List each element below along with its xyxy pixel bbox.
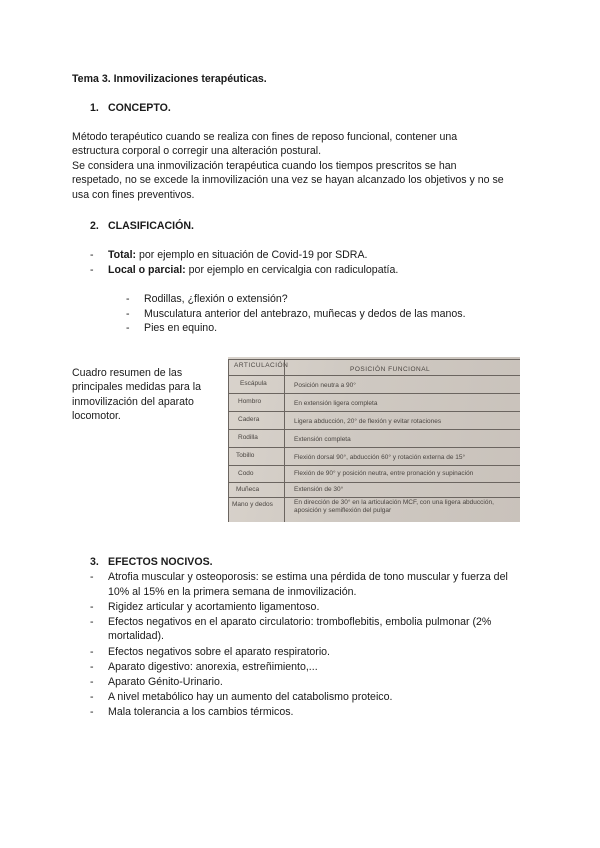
bullet-dash-icon: - [90,646,94,658]
list-item: 10% al 15% en la primera semana de inmovilización. [108,586,357,598]
list-item: Efectos negativos sobre el aparato respiratorio. [108,646,331,658]
bullet-dash-icon: - [126,308,130,320]
section3-heading: EFECTOS NOCIVOS. [108,556,213,568]
figure-caption: principales medidas para la [72,381,201,393]
table-cell-joint: Tobillo [236,452,255,459]
bullet-dash-icon: - [90,691,94,703]
table-cell-joint: Hombro [238,398,262,405]
section1-line: estructura corporal o corregir una alteración postural. [72,145,322,157]
list-item: Local o parcial: por ejemplo en cervicalgia con radiculopatía. [108,264,399,276]
table-cell-joint: Cadera [238,416,260,423]
list-item: Pies en equino. [144,322,218,334]
section1-heading: CONCEPTO. [108,102,171,114]
page-title: Tema 3. Inmovilizaciones terapéuticas. [72,73,267,85]
section1-line: respetado, no se excede la inmovilización una vez se hayan alcanzado los objetivos y no se [72,174,504,186]
table-cell-position: En dirección de 30° en la articulación MCF, con una ligera abducción, aposición y semiflexión del pulgar [294,499,494,514]
table-cell-position: Extensión completa [294,436,351,443]
table-header-position: POSICIÓN FUNCIONAL [350,366,431,373]
bullet-dash-icon: - [90,616,94,628]
table-cell-position: Ligera abducción, 20° de flexión y evitar rotaciones [294,418,442,425]
bullet-dash-icon: - [90,601,94,613]
bullet-dash-icon: - [90,264,94,276]
figure-caption: Cuadro resumen de las [72,367,183,379]
bullet-dash-icon: - [90,706,94,718]
list-item: Musculatura anterior del antebrazo, muñecas y dedos de las manos. [144,308,466,320]
figure-caption: locomotor. [72,410,121,422]
list-item: Efectos negativos en el aparato circulatorio: tromboflebitis, embolia pulmonar (2% [108,616,492,628]
list-item: Rigidez articular y acortamiento ligamentoso. [108,601,320,613]
table-cell-position: Flexión dorsal 90°, abducción 60° y rotación externa de 15° [294,454,466,461]
table-header-joint: ARTICULACIÓN [234,362,289,369]
bullet-dash-icon: - [90,249,94,261]
section1-line: Método terapéutico cuando se realiza con fines de reposo funcional, contener una [72,131,458,143]
table-cell-joint: Muñeca [236,486,260,493]
bullet-dash-icon: - [126,322,130,334]
figure-caption: inmovilización del aparato [72,396,194,408]
list-item: Atrofia muscular y osteoporosis: se estima una pérdida de tono muscular y fuerza del [108,571,508,583]
section1-number: 1. [90,102,99,114]
table-cell-joint: Escápula [240,380,267,387]
list-item: Rodillas, ¿flexión o extensión? [144,293,288,305]
table-cell-joint: Mano y dedos [232,501,273,508]
table-photo [228,357,520,522]
section1-line: Se considera una inmovilización terapéutica cuando los tiempos prescritos se han [72,160,457,172]
bullet-dash-icon: - [90,661,94,673]
section2-heading: CLASIFICACIÓN. [108,220,194,232]
section1-line: usa con fines preventivos. [72,189,195,201]
table-cell-position: Extensión de 30° [294,486,344,493]
bullet-dash-icon: - [90,571,94,583]
table-cell-position: Flexión de 90° y posición neutra, entre pronación y supinación [294,470,474,477]
list-item: mortalidad). [108,630,164,642]
table-cell-joint: Rodilla [238,434,258,441]
table-cell-position: En extensión ligera completa [294,400,378,407]
list-item: Total: por ejemplo en situación de Covid-19 por SDRA. [108,249,368,261]
list-item: A nivel metabólico hay un aumento del catabolismo proteico. [108,691,393,703]
table-cell-joint: Codo [238,470,254,477]
section3-number: 3. [90,556,99,568]
bullet-dash-icon: - [126,293,130,305]
section2-number: 2. [90,220,99,232]
list-item: Aparato digestivo: anorexia, estreñimiento,... [108,661,318,673]
list-item: Mala tolerancia a los cambios térmicos. [108,706,294,718]
table-cell-position: Posición neutra a 90° [294,382,356,389]
bullet-dash-icon: - [90,676,94,688]
list-item: Aparato Génito-Urinario. [108,676,223,688]
